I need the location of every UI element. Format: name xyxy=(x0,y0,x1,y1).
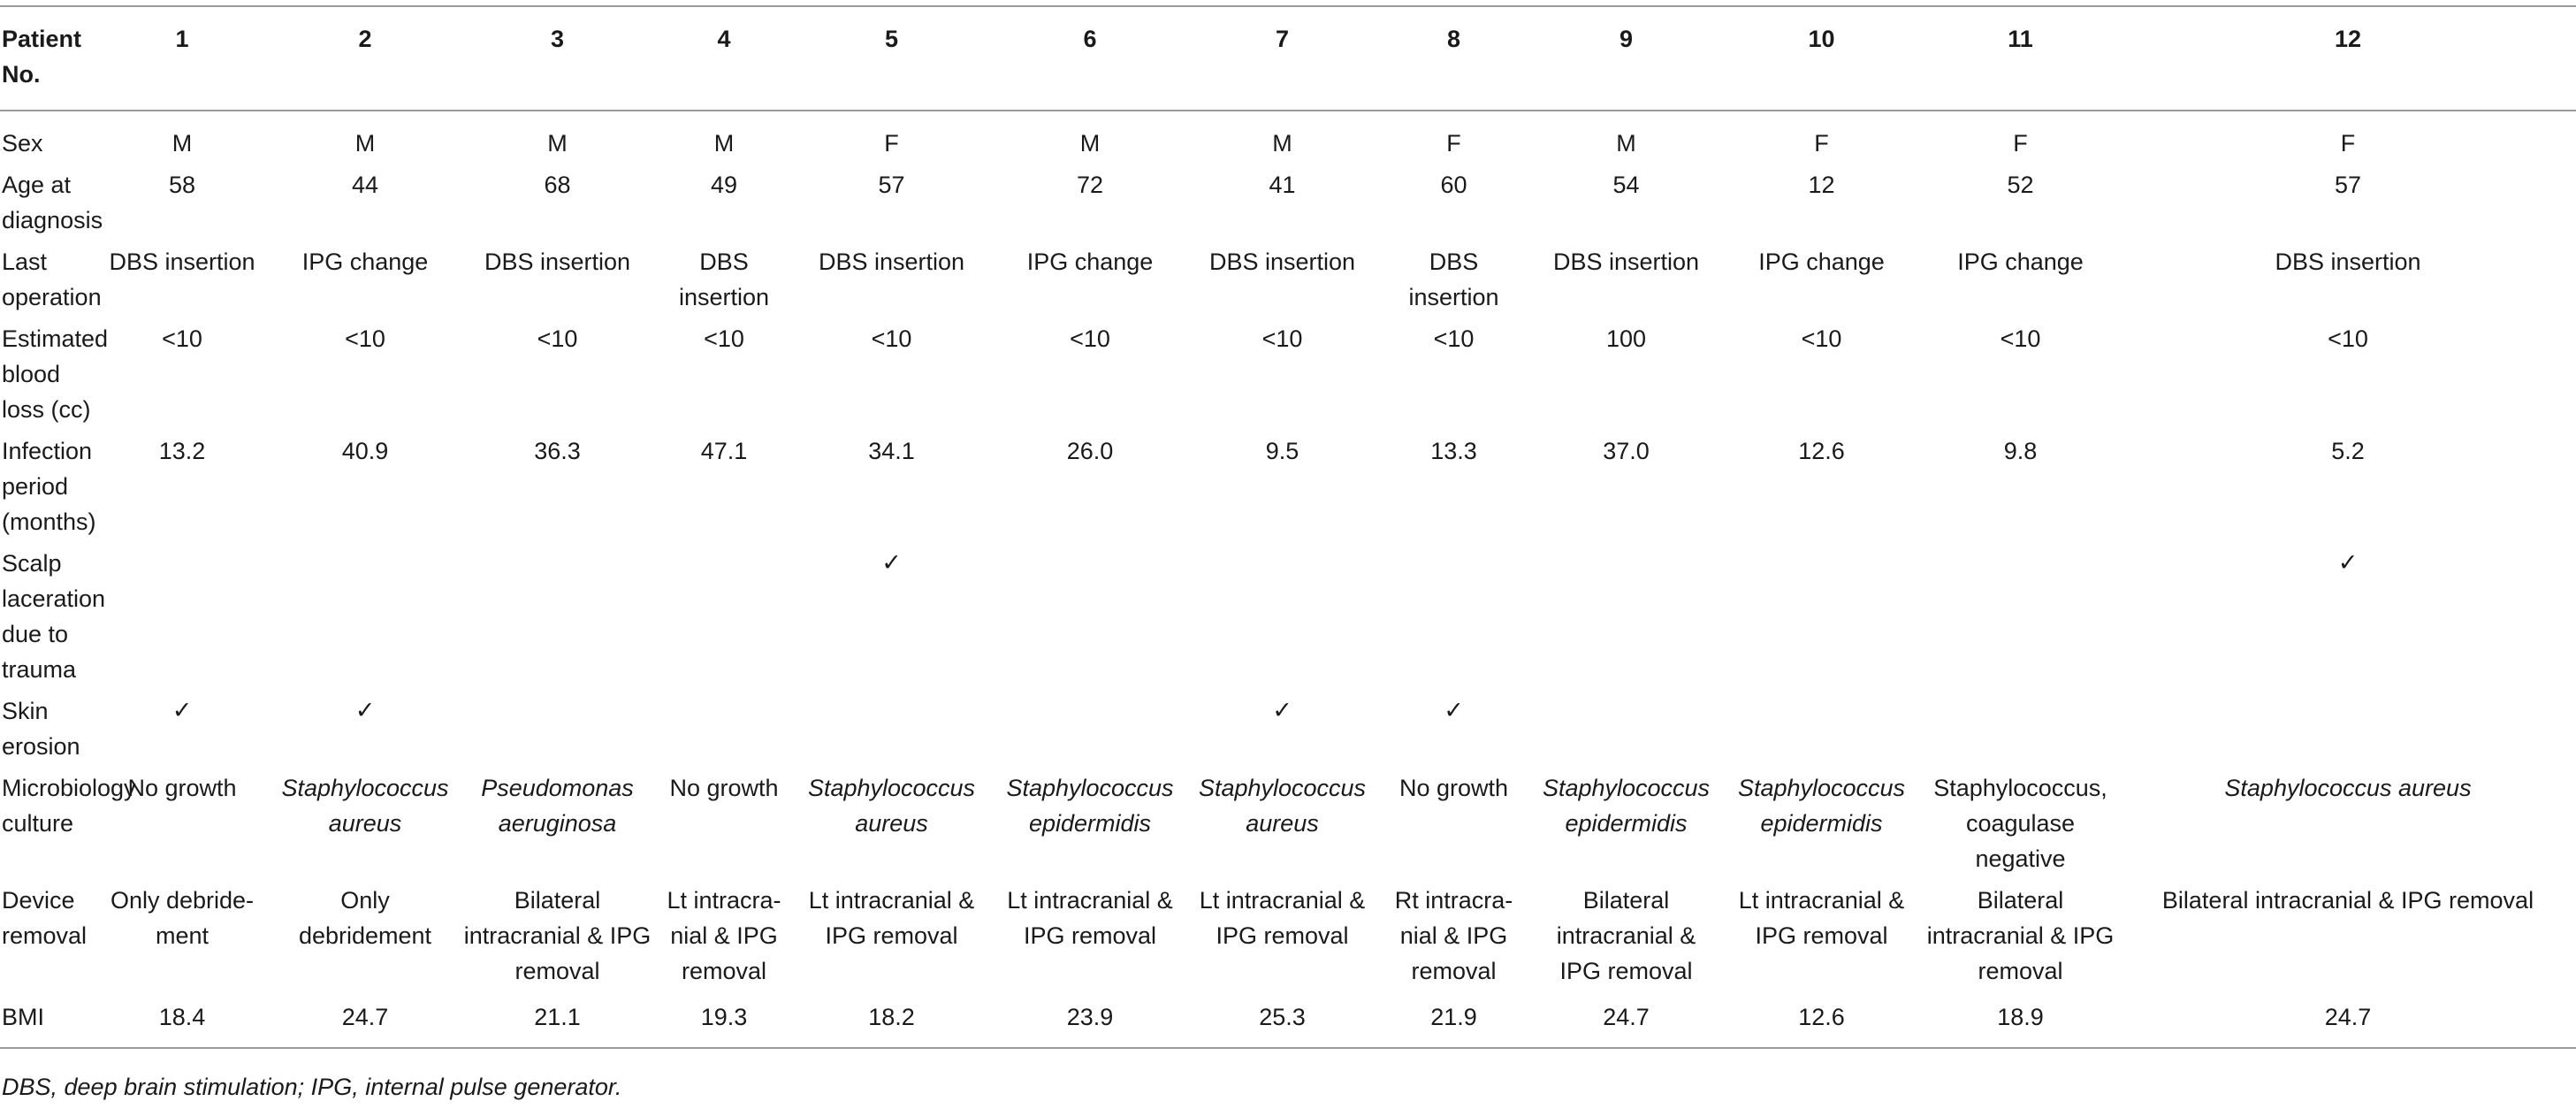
row-label: Infection period (months) xyxy=(2,438,96,535)
cell: 34.1 xyxy=(868,438,915,464)
cell: <10 xyxy=(1433,325,1475,352)
cell: <10 xyxy=(871,325,912,352)
cell: DBS insertion xyxy=(1552,249,1700,275)
cell: 47.1 xyxy=(700,438,748,464)
check-cell xyxy=(1722,543,1921,691)
header-patient-8: 8 xyxy=(1446,26,1461,52)
cell: 24.7 xyxy=(1603,1004,1650,1030)
cell: 18.2 xyxy=(868,1004,915,1030)
cell: Rt intracra-nial & IPG removal xyxy=(1394,887,1513,984)
header-row xyxy=(0,6,2576,111)
cell: 40.9 xyxy=(341,438,389,464)
check-cell: ✓ xyxy=(171,697,193,724)
cell: DBS insertion xyxy=(109,249,255,275)
check-cell: ✓ xyxy=(1444,697,1464,724)
check-cell xyxy=(993,691,1187,768)
cell: Lt intracranial & IPG removal xyxy=(1738,887,1905,949)
cell: <10 xyxy=(1261,325,1303,352)
cell: Bilateral intracranial & IPG removal xyxy=(1556,887,1696,984)
row-label: Estimated blood loss (cc) xyxy=(2,325,109,423)
cell: F xyxy=(1814,130,1829,157)
cell: M xyxy=(1079,130,1101,157)
check-cell: ✓ xyxy=(1272,697,1292,724)
cell: Bilateral intracranial & IPG removal xyxy=(2161,887,2534,914)
row-age xyxy=(0,164,2576,241)
check-cell xyxy=(91,543,273,691)
check-cell xyxy=(1921,691,2120,768)
cell: Bilateral intracranial & IPG removal xyxy=(1926,887,2115,984)
cell: DBS insertion xyxy=(678,249,770,310)
header-patient-9: 9 xyxy=(1619,26,1634,52)
header-patient-6: 6 xyxy=(1083,26,1097,52)
cell: 68 xyxy=(544,172,571,198)
check-cell xyxy=(658,543,790,691)
cell: 58 xyxy=(168,172,196,198)
header-patient-2: 2 xyxy=(358,26,372,52)
cell: F xyxy=(2013,130,2028,157)
cell: 49 xyxy=(710,172,738,198)
cell: Lt intracranial & IPG removal xyxy=(1199,887,1366,949)
check-cell xyxy=(273,543,457,691)
cell: <10 xyxy=(537,325,578,352)
cell: 36.3 xyxy=(534,438,581,464)
cell: 54 xyxy=(1612,172,1640,198)
organism-cell: Staphylococcus aureus xyxy=(281,775,449,837)
row-label: Scalp laceration due to trauma xyxy=(2,550,106,683)
header-patient-3: 3 xyxy=(550,26,565,52)
cell: <10 xyxy=(345,325,385,352)
cell: F xyxy=(2340,130,2356,157)
organism-cell: Staphylococcus epidermidis xyxy=(1006,775,1174,837)
row-infection-period xyxy=(0,431,2576,543)
cell: Bilateral intracranial & IPG removal xyxy=(463,887,652,984)
cell: F xyxy=(884,130,899,157)
header-patient-7: 7 xyxy=(1275,26,1290,52)
cell: M xyxy=(1272,130,1292,157)
organism-cell: Staphylococcus epidermidis xyxy=(1737,775,1906,837)
row-label: Age at diagnosis xyxy=(2,172,103,233)
check-cell: ✓ xyxy=(2337,549,2359,577)
cell: 13.3 xyxy=(1430,438,1477,464)
cell: 18.4 xyxy=(158,1004,206,1030)
row-label: BMI xyxy=(2,1004,45,1030)
organism-cell: Staphylococcus epidermidis xyxy=(1542,775,1711,837)
header-patient-12: 12 xyxy=(2334,26,2362,52)
cell: 13.2 xyxy=(158,438,206,464)
check-cell xyxy=(1530,543,1722,691)
cell: 24.7 xyxy=(341,1004,389,1030)
check-cell xyxy=(457,691,658,768)
cell: 23.9 xyxy=(1066,1004,1114,1030)
organism-cell: Staphylococcus aureus xyxy=(807,775,976,837)
cell: M xyxy=(1616,130,1636,157)
organism-cell: Pseudomonas aeruginosa xyxy=(481,775,634,837)
check-cell xyxy=(457,543,658,691)
cell: 52 xyxy=(2007,172,2034,198)
cell: 37.0 xyxy=(1603,438,1650,464)
cell: 44 xyxy=(351,172,379,198)
header-patient-11: 11 xyxy=(2008,26,2033,52)
row-label: Skin erosion xyxy=(2,698,80,760)
row-microbiology xyxy=(0,768,2576,880)
cell: M xyxy=(547,130,568,157)
row-label: Last operation xyxy=(2,249,102,310)
header-patient-4: 4 xyxy=(717,26,731,52)
organism-cell: No growth xyxy=(669,775,779,801)
header-patient-10: 10 xyxy=(1808,26,1835,52)
cell: 57 xyxy=(2334,172,2362,198)
cell: 18.9 xyxy=(1997,1004,2044,1030)
row-scalp-laceration xyxy=(0,543,2576,691)
check-cell xyxy=(790,691,993,768)
cell: <10 xyxy=(1801,325,1842,352)
cell: <10 xyxy=(162,325,202,352)
check-cell xyxy=(1187,543,1377,691)
cell: M xyxy=(713,130,735,157)
row-skin-erosion xyxy=(0,691,2576,768)
cell: DBS insertion xyxy=(2275,249,2421,275)
cell: 57 xyxy=(878,172,905,198)
cell: Only debridement xyxy=(298,887,432,949)
cell: 72 xyxy=(1076,172,1104,198)
check-cell xyxy=(1921,543,2120,691)
cell: 19.3 xyxy=(700,1004,748,1030)
cell: M xyxy=(171,130,193,157)
row-label: Sex xyxy=(2,130,43,157)
cell: IPG change xyxy=(1957,249,2084,275)
row-bmi xyxy=(0,992,2576,1048)
cell: DBS insertion xyxy=(1208,249,1356,275)
check-cell: ✓ xyxy=(881,549,902,577)
cell: 12 xyxy=(1808,172,1835,198)
check-cell xyxy=(2120,691,2576,768)
cell: F xyxy=(1446,130,1461,157)
table-footnote: DBS, deep brain stimulation; IPG, internal pulse generator. xyxy=(2,1074,622,1100)
cell: M xyxy=(354,130,376,157)
header-patient-5: 5 xyxy=(884,26,899,52)
cell: <10 xyxy=(704,325,744,352)
cell: 60 xyxy=(1440,172,1467,198)
cell: 26.0 xyxy=(1066,438,1114,464)
cell: <10 xyxy=(2328,325,2368,352)
cell: 9.5 xyxy=(1265,438,1299,464)
header-patient-1: 1 xyxy=(175,26,189,52)
organism-cell: Staphylococcus, coagulase negative xyxy=(1933,775,2107,872)
cell: 21.1 xyxy=(534,1004,581,1030)
check-cell xyxy=(1530,691,1722,768)
check-cell xyxy=(658,691,790,768)
cell: 100 xyxy=(1605,325,1647,352)
cell: 5.2 xyxy=(2331,438,2365,464)
row-blood-loss xyxy=(0,318,2576,431)
row-label: Device removal xyxy=(2,887,88,949)
cell: 21.9 xyxy=(1430,1004,1477,1030)
cell: <10 xyxy=(1070,325,1110,352)
organism-cell: Staphylococcus aureus xyxy=(1198,775,1367,837)
cell: <10 xyxy=(2000,325,2041,352)
cell: IPG change xyxy=(1026,249,1154,275)
cell: IPG change xyxy=(1758,249,1885,275)
cell: DBS insertion xyxy=(1408,249,1499,310)
cell: 41 xyxy=(1269,172,1296,198)
cell: IPG change xyxy=(301,249,429,275)
cell: 12.6 xyxy=(1798,438,1845,464)
row-sex xyxy=(0,111,2576,164)
row-label: Microbiology culture xyxy=(2,775,136,837)
organism-cell: No growth xyxy=(1399,775,1509,801)
cell: 12.6 xyxy=(1798,1004,1845,1030)
cell: DBS insertion xyxy=(818,249,965,275)
check-cell xyxy=(1377,543,1530,691)
cell: 9.8 xyxy=(2003,438,2038,464)
cell: 25.3 xyxy=(1259,1004,1306,1030)
check-cell: ✓ xyxy=(354,697,376,724)
check-cell xyxy=(993,543,1187,691)
organism-cell: Staphylococcus aureus xyxy=(2224,775,2472,801)
row-device-removal xyxy=(0,880,2576,992)
cell: DBS insertion xyxy=(484,249,631,275)
patient-table xyxy=(0,5,2576,1049)
cell: 24.7 xyxy=(2324,1004,2372,1030)
cell: Lt intracra-nial & IPG removal xyxy=(667,887,781,984)
organism-cell: No growth xyxy=(127,775,237,801)
cell: Lt intracranial & IPG removal xyxy=(1007,887,1173,949)
cell: Only debride-ment xyxy=(110,887,255,949)
header-label: Patient No. xyxy=(2,26,82,88)
check-cell xyxy=(1722,691,1921,768)
row-last-operation xyxy=(0,241,2576,318)
cell: Lt intracranial & IPG removal xyxy=(808,887,975,949)
